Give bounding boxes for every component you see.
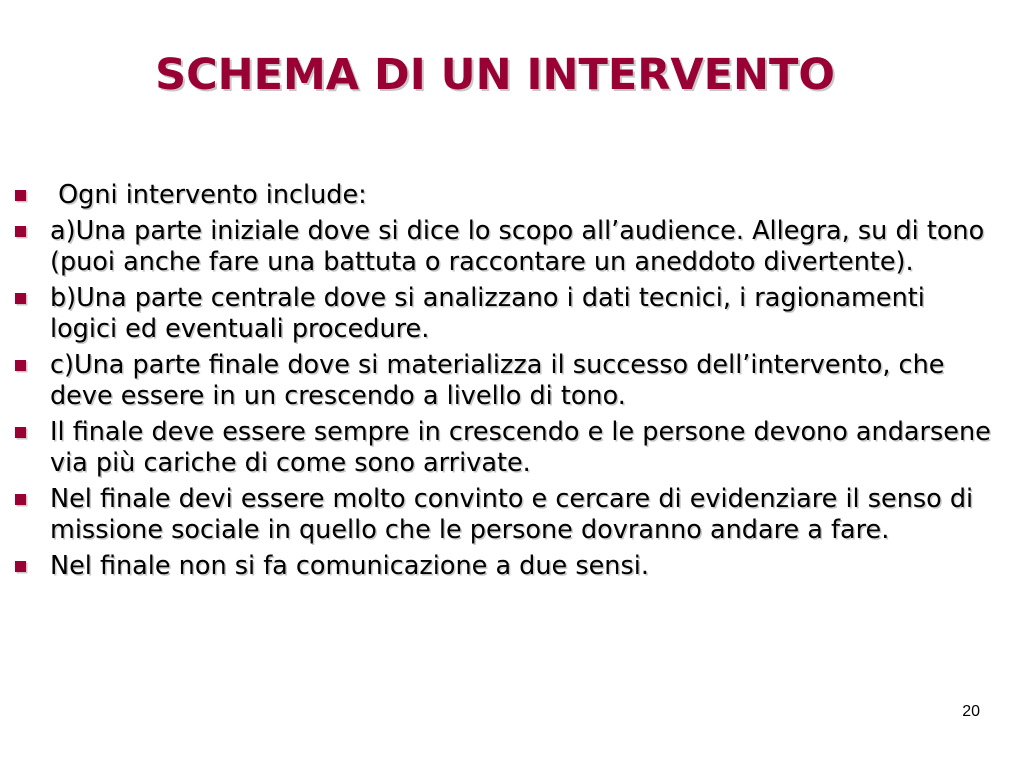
- square-bullet-icon: [15, 293, 26, 304]
- bullet-text: Nel finale devi essere molto convinto e cercare di evidenziare il senso di missione sociale in quello che le persone dovranno andare a fare.: [50, 484, 974, 545]
- bullet-item: [14, 180, 999, 211]
- slide-title: SCHEMA DI UN INTERVENTO: [155, 50, 835, 100]
- square-bullet-icon: [15, 226, 26, 237]
- bullet-item: [14, 216, 999, 278]
- square-bullet-icon: [15, 494, 26, 505]
- bullet-item: [14, 484, 999, 546]
- bullet-item: [14, 350, 999, 412]
- bullet-text: a)Una parte iniziale dove si dice lo scopo all’audience. Allegra, su di tono (puoi anche fare una battuta o raccontare un aneddoto divertente).: [50, 216, 985, 277]
- bullet-item: [14, 551, 999, 582]
- bullet-text: Nel finale non si fa comunicazione a due sensi.: [50, 551, 649, 581]
- bullet-text: Ogni intervento include:: [50, 180, 367, 210]
- bullet-text: b)Una parte centrale dove si analizzano i dati tecnici, i ragionamenti logici ed eventuali procedure.: [50, 283, 925, 344]
- page-number: 20: [962, 703, 980, 720]
- square-bullet-icon: [15, 561, 26, 572]
- bullet-item: [14, 283, 999, 345]
- bullet-item: [14, 417, 999, 479]
- square-bullet-icon: [15, 190, 26, 201]
- bullet-text: c)Una parte finale dove si materializza il successo dell’intervento, che deve essere in un crescendo a livello di tono.: [50, 350, 945, 411]
- bullet-text: Il finale deve essere sempre in crescendo e le persone devono andarsene via più cariche di come sono arrivate.: [50, 417, 991, 478]
- bullet-list: [14, 180, 999, 587]
- square-bullet-icon: [15, 427, 26, 438]
- square-bullet-icon: [15, 360, 26, 371]
